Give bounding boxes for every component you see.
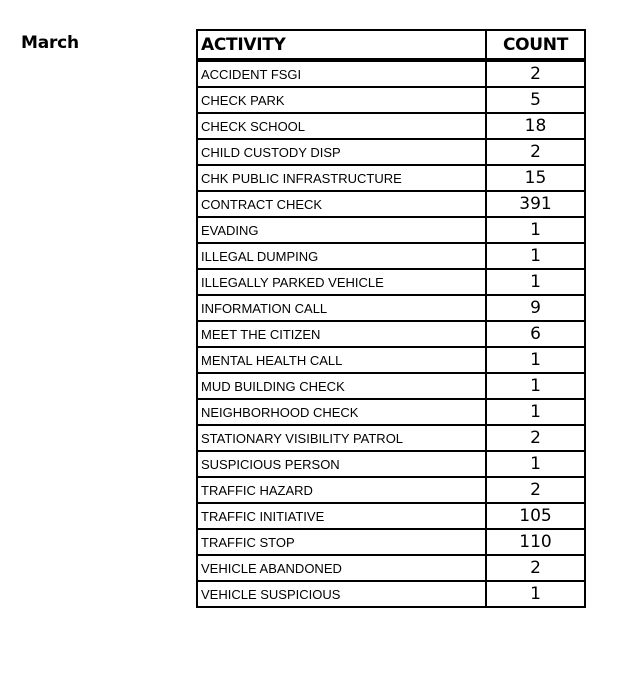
activity-cell: TRAFFIC INITIATIVE [197, 503, 486, 529]
table-row [197, 217, 585, 243]
activity-cell: CHK PUBLIC INFRASTRUCTURE [197, 165, 486, 191]
activity-cell: ACCIDENT FSGI [197, 60, 486, 87]
count-cell: 2 [486, 139, 585, 165]
count-cell: 110 [486, 529, 585, 555]
table-row [197, 321, 585, 347]
count-cell: 5 [486, 87, 585, 113]
activity-cell: STATIONARY VISIBILITY PATROL [197, 425, 486, 451]
table-row [197, 503, 585, 529]
count-cell: 105 [486, 503, 585, 529]
activity-cell: MUD BUILDING CHECK [197, 373, 486, 399]
count-cell: 2 [486, 477, 585, 503]
table-row [197, 295, 585, 321]
table-row [197, 373, 585, 399]
activity-cell: EVADING [197, 217, 486, 243]
count-cell: 2 [486, 60, 585, 87]
activity-cell: ILLEGALLY PARKED VEHICLE [197, 269, 486, 295]
count-cell: 6 [486, 321, 585, 347]
activity-cell: ILLEGAL DUMPING [197, 243, 486, 269]
count-cell: 18 [486, 113, 585, 139]
activity-cell: MEET THE CITIZEN [197, 321, 486, 347]
activity-cell: NEIGHBORHOOD CHECK [197, 399, 486, 425]
table-header-row [197, 30, 585, 60]
activity-cell: CHILD CUSTODY DISP [197, 139, 486, 165]
count-cell: 1 [486, 243, 585, 269]
table-row [197, 139, 585, 165]
count-cell: 2 [486, 425, 585, 451]
table-row [197, 269, 585, 295]
activity-cell: SUSPICIOUS PERSON [197, 451, 486, 477]
column-header-count: COUNT [486, 30, 585, 60]
activity-cell: CONTRACT CHECK [197, 191, 486, 217]
table-row [197, 191, 585, 217]
count-cell: 15 [486, 165, 585, 191]
count-cell: 9 [486, 295, 585, 321]
table-row [197, 451, 585, 477]
table-row [197, 581, 585, 607]
table-row [197, 60, 585, 87]
month-label: March [21, 33, 79, 53]
table-row [197, 425, 585, 451]
activity-cell: TRAFFIC STOP [197, 529, 486, 555]
count-cell: 1 [486, 373, 585, 399]
table-row [197, 87, 585, 113]
activity-cell: VEHICLE ABANDONED [197, 555, 486, 581]
activity-table [196, 29, 586, 608]
activity-cell: CHECK PARK [197, 87, 486, 113]
table-row [197, 113, 585, 139]
activity-cell: VEHICLE SUSPICIOUS [197, 581, 486, 607]
column-header-activity: ACTIVITY [197, 30, 486, 60]
table-row [197, 347, 585, 373]
count-cell: 1 [486, 347, 585, 373]
count-cell: 2 [486, 555, 585, 581]
activity-cell: TRAFFIC HAZARD [197, 477, 486, 503]
count-cell: 1 [486, 451, 585, 477]
activity-cell: INFORMATION CALL [197, 295, 486, 321]
table-row [197, 529, 585, 555]
count-cell: 1 [486, 217, 585, 243]
count-cell: 391 [486, 191, 585, 217]
count-cell: 1 [486, 399, 585, 425]
count-cell: 1 [486, 269, 585, 295]
count-cell: 1 [486, 581, 585, 607]
activity-cell: MENTAL HEALTH CALL [197, 347, 486, 373]
table-row [197, 399, 585, 425]
table-row [197, 555, 585, 581]
table-row [197, 165, 585, 191]
table-row [197, 477, 585, 503]
activity-cell: CHECK SCHOOL [197, 113, 486, 139]
table-row [197, 243, 585, 269]
